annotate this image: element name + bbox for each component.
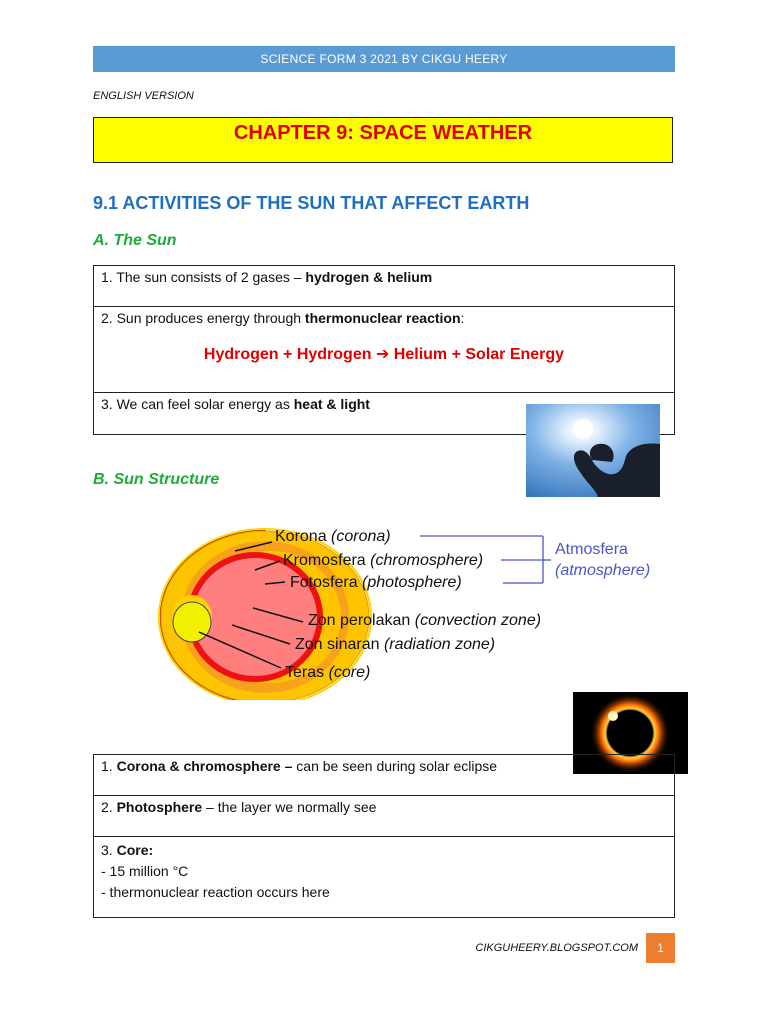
fact-text: can be seen during solar eclipse [292, 758, 498, 774]
table-row [94, 796, 675, 837]
equation-right: Helium + Solar Energy [389, 346, 565, 363]
fact-bold: thermonuclear reaction [304, 310, 461, 326]
sun-heat-photo [526, 404, 660, 497]
table-cell [94, 307, 675, 393]
fact-text: 2. [101, 799, 117, 815]
label-radiation-zone: Zon sinaran (radiation zone) [295, 636, 496, 653]
subsection-a-title: A. The Sun [93, 232, 177, 249]
label-atmosphere-en: (atmosphere) [555, 562, 651, 579]
fact-text: - thermonuclear reaction occurs here [101, 884, 330, 900]
sun-structure-diagram [95, 510, 685, 700]
fact-text: 2. Sun produces energy through [101, 310, 305, 326]
table-row [94, 755, 675, 796]
table-row [94, 837, 675, 918]
label-photosphere: Fotosfera (photosphere) [290, 574, 462, 591]
fusion-equation [101, 344, 667, 364]
chapter-title: CHAPTER 9: SPACE WEATHER [233, 122, 533, 144]
fact-bold: Core: [116, 842, 154, 858]
equation-left: Hydrogen + Hydrogen [203, 346, 376, 363]
label-chromosphere: Kromosfera (chromosphere) [283, 552, 484, 569]
fact-bold: heat & light [293, 396, 370, 412]
fact-text: – the layer we normally see [202, 799, 377, 815]
fact-text: 1. [101, 758, 117, 774]
fact-text: 3. We can feel solar energy as [101, 396, 294, 412]
arrow-icon: ➔ [375, 346, 390, 363]
fact-bold: hydrogen & helium [305, 269, 433, 285]
fact-text: : [460, 310, 465, 326]
label-atmosphere: Atmosfera [555, 541, 628, 558]
fact-text: 3. [101, 842, 117, 858]
table-row [94, 307, 675, 393]
table-cell [94, 837, 675, 918]
section-title: 9.1 ACTIVITIES OF THE SUN THAT AFFECT EARTH [93, 193, 530, 213]
label-core: Teras (core) [285, 664, 371, 681]
footer-url[interactable]: CIKGUHEERY.BLOGSPOT.COM [475, 942, 638, 954]
label-corona: Korona (corona) [275, 528, 391, 545]
table-cell [94, 755, 675, 796]
label-convection-zone: Zon perolakan (convection zone) [308, 612, 542, 629]
fact-text: 1. The sun consists of 2 gases – [101, 269, 306, 285]
fact-bold: Photosphere [116, 799, 203, 815]
sun-structure-table [93, 754, 675, 918]
fact-bold: Corona & chromosphere – [116, 758, 293, 774]
page-number: 1 [646, 933, 675, 963]
table-row [94, 266, 675, 307]
header-banner: SCIENCE FORM 3 2021 BY CIKGU HEERY [93, 46, 675, 72]
version-label: ENGLISH VERSION [93, 90, 194, 102]
table-cell [94, 266, 675, 307]
subsection-b-title: B. Sun Structure [93, 471, 220, 488]
table-cell [94, 796, 675, 837]
chapter-title-box [93, 117, 673, 163]
fact-text: - 15 million °C [101, 863, 189, 879]
